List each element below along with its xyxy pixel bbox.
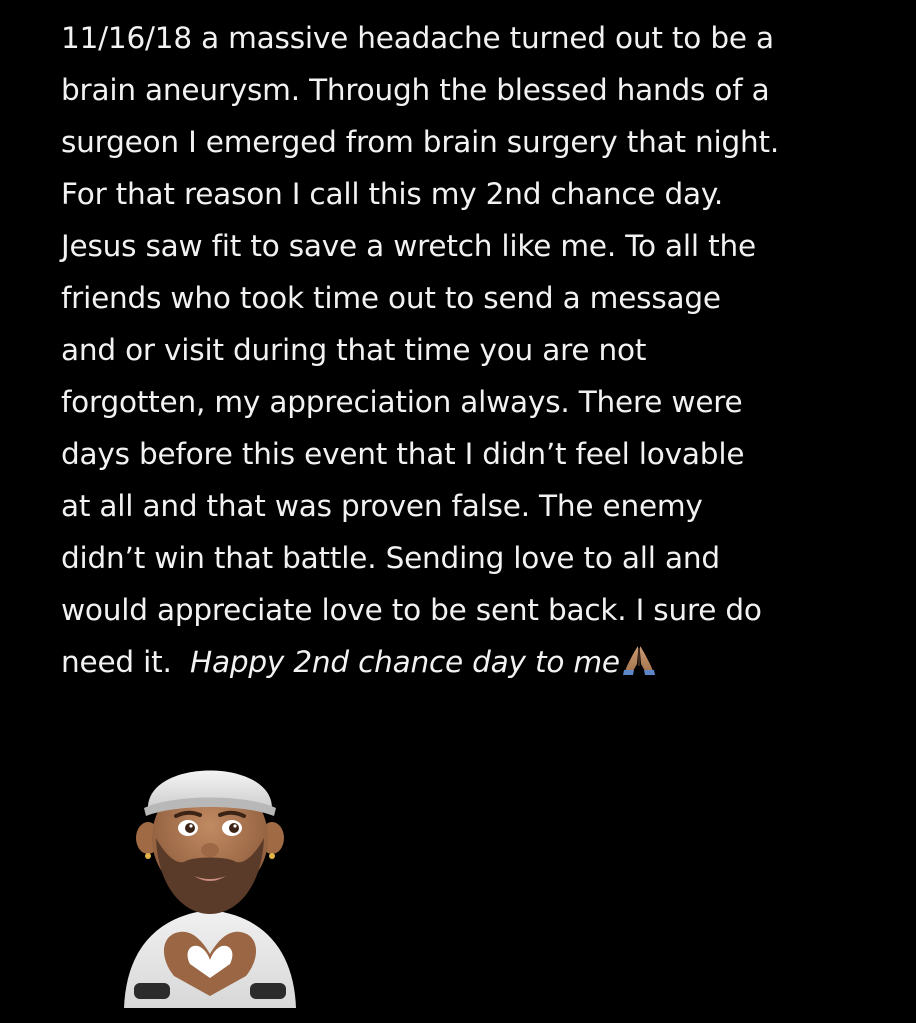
note-line-13 [61,636,881,694]
note-text [61,12,881,694]
memoji-icon [104,738,316,1013]
note-line-12: would appreciate love to be sent back. I sure do [61,593,762,627]
note-line-1: 11/16/18 a massive headache turned out to be a [61,21,774,55]
note-line-2: brain aneurysm. Through the blessed hands of a [61,73,770,107]
note-line-8: forgotten, my appreciation always. There were [61,385,743,419]
note-line-7: and or visit during that time you are not [61,333,647,367]
note-line-3: surgeon I emerged from brain surgery that night. [61,125,780,159]
note-line-5: Jesus saw fit to save a wretch like me. To all the [61,229,756,263]
note-line-4: For that reason I call this my 2nd chance day. [61,177,724,211]
note-line-6: friends who took time out to send a message [61,281,721,315]
note-line-9: days before this event that I didn’t feel lovable [61,437,745,471]
note-line-11: didn’t win that battle. Sending love to all and [61,541,720,575]
note-line-10: at all and that was proven false. The enemy [61,489,703,523]
note-last-italic: Happy 2nd chance day to me [190,645,620,679]
folded-hands-icon [621,642,657,694]
note-last-plain: need it. [61,645,190,679]
